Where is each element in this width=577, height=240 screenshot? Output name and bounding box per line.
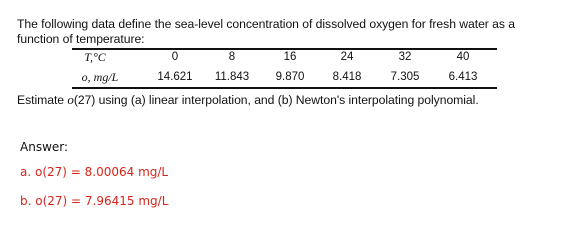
- table-row-label-oxygen: o, mg/L: [81, 70, 119, 84]
- table-cell-concentration: 11.843: [214, 71, 250, 83]
- table-cell-temperature: 24: [340, 51, 354, 63]
- answer-part-a: a. o(27) = 8.00064 mg/L: [20, 165, 169, 179]
- table-top-rule: [72, 48, 497, 50]
- table-bottom-rule: [72, 87, 497, 89]
- table-row-label-temperature: T,°C: [84, 50, 106, 64]
- answer-part-b: b. o(27) = 7.96415 mg/L: [20, 194, 169, 208]
- table-cell-temperature: 8: [228, 51, 236, 63]
- problem-text-line-1: The following data define the sea-level concentration of dissolved oxygen for fresh water as a: [17, 17, 515, 31]
- table-cell-temperature: 40: [456, 51, 470, 63]
- table-cell-concentration: 6.413: [448, 71, 478, 83]
- table-cell-concentration: 9.870: [275, 71, 305, 83]
- table-cell-temperature: 0: [171, 51, 179, 63]
- data-table: [0, 0, 577, 100]
- problem-text-prefix: Estimate: [17, 93, 68, 107]
- answer-heading: Answer:: [20, 140, 69, 154]
- problem-text-line-2: function of temperature:: [17, 32, 145, 46]
- table-cell-concentration: 8.418: [332, 71, 362, 83]
- problem-text-line-3: [17, 93, 479, 107]
- table-cell-concentration: 7.305: [390, 71, 420, 83]
- table-cell-concentration: 14.621: [157, 71, 193, 83]
- problem-text-suffix: (27) using (a) linear interpolation, and (b) Newton's interpolating polynomial.: [73, 93, 479, 107]
- table-cell-temperature: 16: [283, 51, 297, 63]
- problem-variable: o: [67, 92, 74, 107]
- table-cell-temperature: 32: [398, 51, 412, 63]
